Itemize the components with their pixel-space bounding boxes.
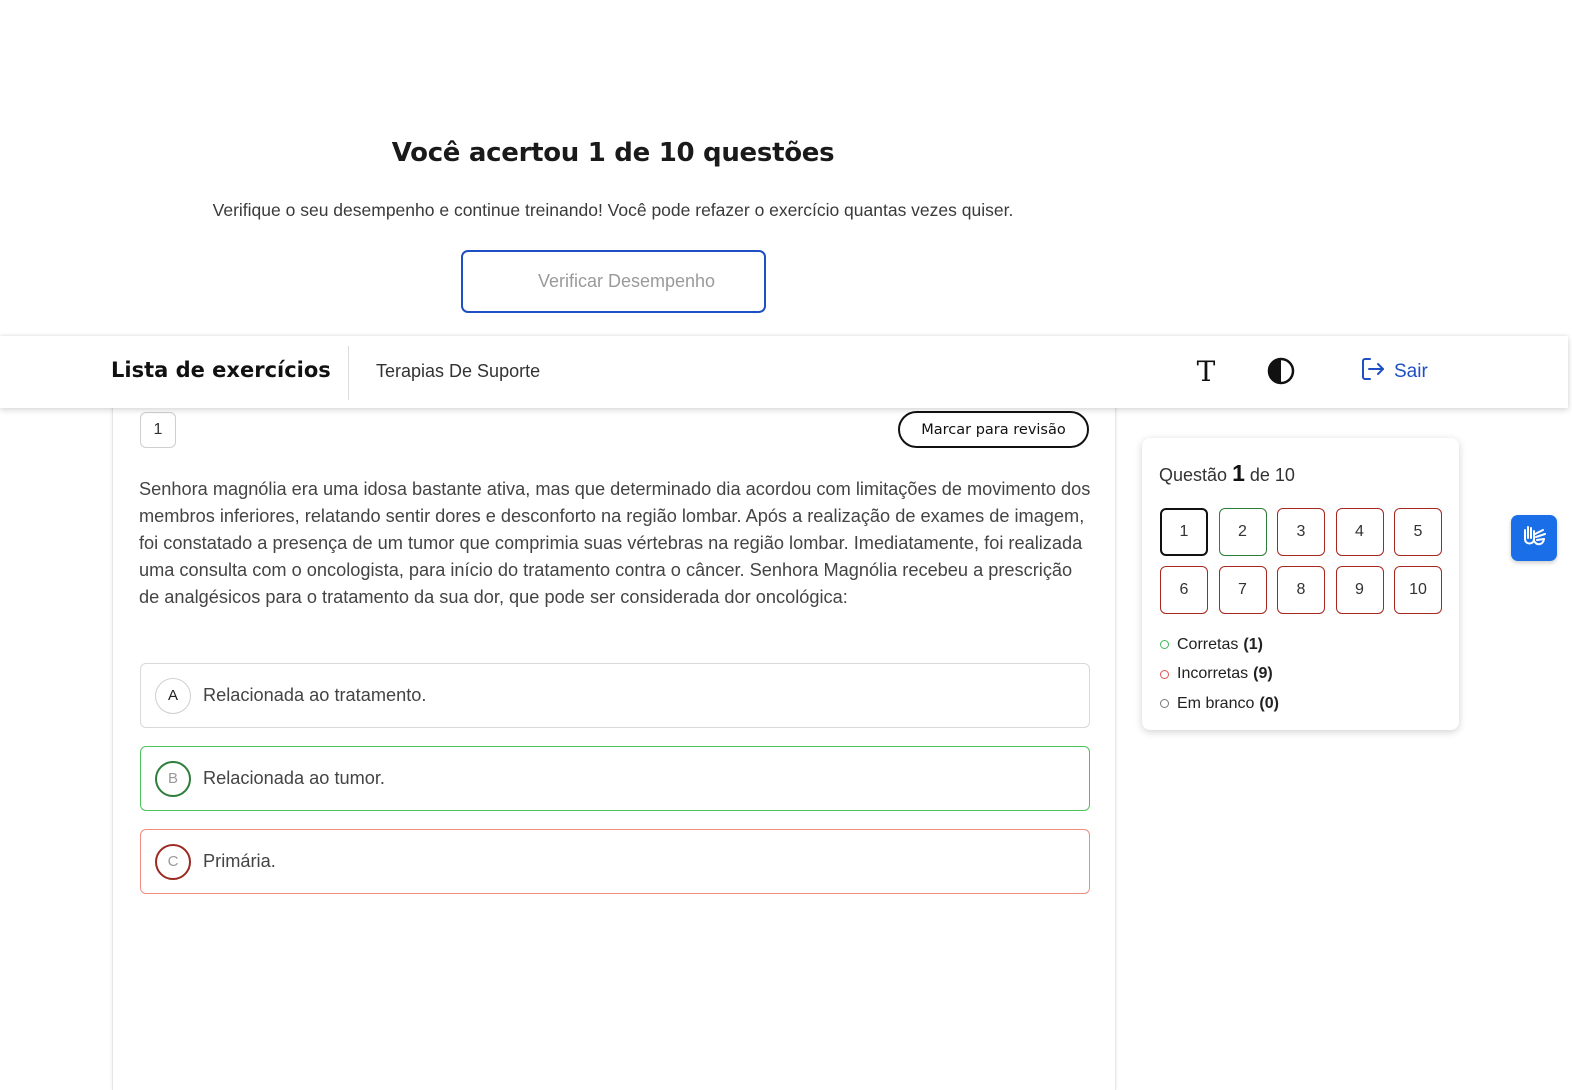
result-subtitle: Verifique o seu desempenho e continue treinando! Você pode refazer o exercício quantas vezes quiser. [212, 200, 1014, 220]
option-text: Primária. [203, 851, 276, 871]
question-button-2[interactable]: 2 [1219, 508, 1267, 556]
exit-button[interactable] [1360, 358, 1428, 386]
question-button-10[interactable]: 10 [1394, 566, 1442, 614]
libras-accessibility-button[interactable] [1511, 515, 1557, 561]
question-button-9[interactable]: 9 [1336, 566, 1384, 614]
question-button-3[interactable]: 3 [1277, 508, 1325, 556]
header-bar [0, 336, 1568, 408]
exit-label: Sair [1394, 361, 1428, 382]
legend-blank [1160, 689, 1279, 719]
legend-correct-label: Corretas [1177, 635, 1239, 653]
legend-correct-count: (1) [1243, 635, 1263, 653]
counter-suffix: de 10 [1249, 465, 1295, 485]
option-c[interactable] [140, 829, 1090, 894]
question-button-4[interactable]: 4 [1336, 508, 1384, 556]
question-grid [1160, 508, 1442, 614]
legend-incorrect-count: (9) [1253, 665, 1273, 683]
gray-circle-icon [1160, 699, 1169, 708]
header-divider [348, 346, 349, 400]
result-title: Você acertou 1 de 10 questões [391, 138, 835, 168]
green-circle-icon [1160, 640, 1169, 649]
mark-for-review-button[interactable]: Marcar para revisão [898, 411, 1089, 448]
red-circle-icon [1160, 670, 1169, 679]
question-button-6[interactable]: 6 [1160, 566, 1208, 614]
option-b[interactable] [140, 746, 1090, 811]
option-letter: A [155, 678, 191, 714]
legend-incorrect [1160, 660, 1279, 690]
counter-prefix: Questão [1159, 465, 1228, 485]
option-a[interactable] [140, 663, 1090, 728]
contrast-icon[interactable] [1266, 356, 1296, 386]
option-letter: B [155, 761, 191, 797]
exit-icon [1360, 356, 1386, 388]
counter-current: 1 [1232, 460, 1245, 486]
question-card [112, 400, 1116, 1090]
result-banner [0, 0, 1226, 336]
page-title: Lista de exercícios [111, 358, 331, 382]
hands-icon [1519, 521, 1549, 556]
option-letter: C [155, 844, 191, 880]
legend-blank-count: (0) [1259, 694, 1279, 712]
option-text: Relacionada ao tratamento. [203, 685, 427, 705]
option-text: Relacionada ao tumor. [203, 768, 385, 788]
subject-name: Terapias De Suporte [376, 361, 541, 381]
question-text: Senhora magnólia era uma idosa bastante ativa, mas que determinado dia acordou com limitações de movimento dos membros inferiores, relatando sentir dores e desconforto na região lombar. Após a realização de exames de imagem, foi constatado a presença de um tumor que comprimia suas vértebras na região lombar. Imediatamente, foi realizada uma consulta com o oncologista, para início do tratamento contra o câncer. Senhora Magnólia recebeu a prescrição de analgésicos para o tratamento da sua dor, que pode ser considerada dor oncológica: [139, 479, 1091, 607]
font-size-icon[interactable]: T [1196, 354, 1216, 388]
legend-incorrect-label: Incorretas [1177, 665, 1249, 683]
legend-correct [1160, 630, 1279, 660]
legend-blank-label: Em branco [1177, 694, 1255, 712]
legend [1160, 630, 1279, 719]
verify-performance-button[interactable]: Verificar Desempenho [461, 250, 766, 313]
question-button-8[interactable]: 8 [1277, 566, 1325, 614]
question-number: 1 [140, 412, 176, 448]
question-button-5[interactable]: 5 [1394, 508, 1442, 556]
question-button-7[interactable]: 7 [1219, 566, 1267, 614]
question-counter [1159, 460, 1295, 487]
question-button-1[interactable]: 1 [1160, 508, 1208, 556]
question-navigator [1142, 438, 1459, 730]
